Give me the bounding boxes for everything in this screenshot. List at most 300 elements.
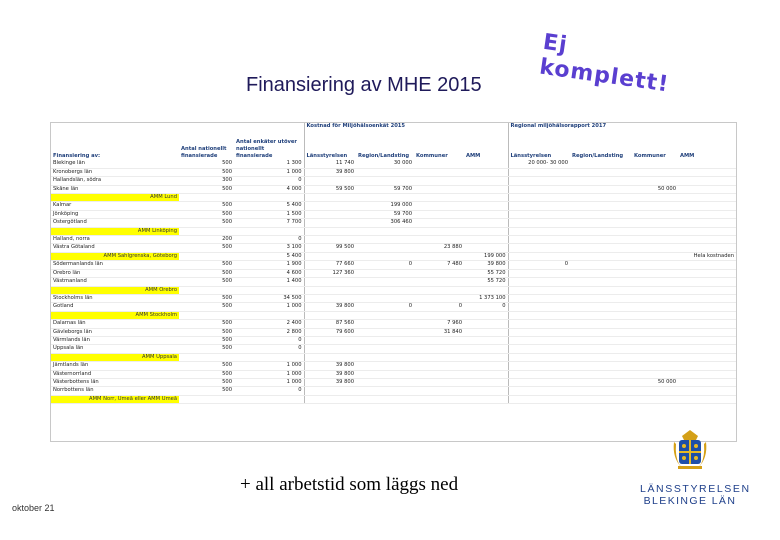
cell-c2 (356, 387, 414, 395)
cell-b: 2 800 (234, 328, 304, 336)
cell-c3 (414, 210, 464, 218)
cell-c4: 39 800 (464, 261, 508, 269)
agency-label: AMM Linköping (51, 227, 179, 235)
cell-a: 500 (179, 370, 234, 378)
table-row (51, 320, 736, 328)
financing-table (51, 123, 736, 404)
cell-r4 (678, 362, 736, 370)
cell-region-name: Västmanland (51, 278, 179, 286)
cell-r1 (508, 202, 570, 210)
cell-a: 500 (179, 168, 234, 176)
regional-kommuner-header: Kommuner (634, 153, 666, 159)
cell-r3 (632, 210, 678, 218)
cell-c2 (356, 236, 414, 244)
cell-r2 (570, 328, 632, 336)
table-row (51, 185, 736, 193)
table-row (51, 328, 736, 336)
cell-c4: 0 (464, 303, 508, 311)
header-blank (51, 123, 179, 130)
cell-c2: 306 460 (356, 219, 414, 227)
cell-empty (508, 252, 570, 260)
cell-empty (632, 311, 678, 319)
cell-c4 (464, 378, 508, 386)
cell-c3 (414, 387, 464, 395)
cell-r3 (632, 160, 678, 168)
cell-c4 (464, 219, 508, 227)
cell-empty (234, 353, 304, 361)
cell-empty (179, 395, 234, 403)
cell-r4 (678, 336, 736, 344)
cell-c3: 31 840 (414, 328, 464, 336)
cell-r4 (678, 345, 736, 353)
cell-c1 (304, 387, 356, 395)
cell-c3 (414, 202, 464, 210)
cell-c3: 7 480 (414, 261, 464, 269)
cell-empty (304, 311, 356, 319)
cell-c4 (464, 244, 508, 252)
cost-kommuner-header: Kommuner (416, 153, 448, 159)
cell-c4 (464, 202, 508, 210)
table-row (51, 378, 736, 386)
cell-empty (464, 311, 508, 319)
cell-c4 (464, 387, 508, 395)
cell-r1 (508, 387, 570, 395)
cell-c3 (414, 236, 464, 244)
cell-r2 (570, 294, 632, 302)
cell-empty (356, 252, 414, 260)
cell-r1 (508, 345, 570, 353)
cell-empty (234, 194, 304, 202)
cell-region-name: Stockholms län (51, 294, 179, 302)
cell-c2 (356, 345, 414, 353)
cell-r1 (508, 328, 570, 336)
cell-r1 (508, 278, 570, 286)
cell-c1 (304, 202, 356, 210)
cell-b: 34 500 (234, 294, 304, 302)
cell-c4 (464, 370, 508, 378)
financing-header: Finansiering av: (53, 153, 101, 159)
cell-r2 (570, 387, 632, 395)
cell-a: 500 (179, 345, 234, 353)
spreadsheet-image (50, 122, 737, 442)
cell-a: 500 (179, 244, 234, 252)
cell-r2 (570, 269, 632, 277)
cell-r1 (508, 269, 570, 277)
cell-c1: 39 800 (304, 378, 356, 386)
table-row (51, 168, 736, 176)
cell-c2: 30 000 (356, 160, 414, 168)
cell-c4 (464, 177, 508, 185)
cell-region-name: Halland, norra (51, 236, 179, 244)
cell-c3 (414, 345, 464, 353)
cell-r2 (570, 370, 632, 378)
cell-c1 (304, 294, 356, 302)
cell-r1 (508, 378, 570, 386)
table-row (51, 370, 736, 378)
cell-r2 (570, 261, 632, 269)
cell-r4 (678, 328, 736, 336)
cost-amm-header: AMM (464, 130, 508, 160)
cell-r3 (632, 177, 678, 185)
cell-empty (508, 227, 570, 235)
cell-r4 (678, 219, 736, 227)
cell-empty (570, 395, 632, 403)
cell-c3 (414, 336, 464, 344)
cell-a: 500 (179, 219, 234, 227)
cell-c1 (304, 219, 356, 227)
cell-b: 1 000 (234, 303, 304, 311)
cell-empty (179, 353, 234, 361)
cell-r4 (678, 261, 736, 269)
cell-empty (632, 227, 678, 235)
cell-r1 (508, 294, 570, 302)
cell-r4 (678, 160, 736, 168)
cell-empty (632, 395, 678, 403)
cell-r2 (570, 378, 632, 386)
cell-empty (678, 286, 736, 294)
cell-r2 (570, 219, 632, 227)
cell-empty (678, 227, 736, 235)
cell-c3 (414, 269, 464, 277)
cell-empty (414, 353, 464, 361)
table-row (51, 345, 736, 353)
cell-b: 1 500 (234, 210, 304, 218)
cell-c4 (464, 168, 508, 176)
cell-a: 500 (179, 320, 234, 328)
agency-label: AMM Uppsala (51, 353, 179, 361)
cell-r3 (632, 168, 678, 176)
cell-empty (179, 252, 234, 260)
cell-c4: 55 720 (464, 278, 508, 286)
cell-empty (508, 353, 570, 361)
cell-empty (414, 395, 464, 403)
cell-empty (356, 353, 414, 361)
cell-empty (464, 194, 508, 202)
cell-region-name: Östergötland (51, 219, 179, 227)
footer-note: + all arbetstid som läggs ned (240, 474, 459, 495)
extra-header: Antal enkäter utöver nationellt finansierade (234, 130, 304, 160)
cell-c1: 87 560 (304, 320, 356, 328)
cell-empty (304, 395, 356, 403)
cell-c1 (304, 345, 356, 353)
table-row (51, 219, 736, 227)
cell-c3 (414, 177, 464, 185)
cell-empty (632, 286, 678, 294)
cell-c2 (356, 370, 414, 378)
cell-c1 (304, 336, 356, 344)
cell-b: 3 100 (234, 244, 304, 252)
cell-r2 (570, 160, 632, 168)
agency-row (51, 252, 736, 260)
cell-r2 (570, 336, 632, 344)
cell-c1: 79 600 (304, 328, 356, 336)
cell-r4 (678, 320, 736, 328)
cell-c2 (356, 362, 414, 370)
cell-c2 (356, 336, 414, 344)
cell-r1: 0 (508, 261, 570, 269)
cell-empty (356, 194, 414, 202)
cell-b: 1 400 (234, 278, 304, 286)
cell-r3 (632, 345, 678, 353)
cell-empty (356, 311, 414, 319)
cell-c2: 199 000 (356, 202, 414, 210)
cell-c3 (414, 160, 464, 168)
cell-r2 (570, 168, 632, 176)
cell-region-name: Hallandslän, södra (51, 177, 179, 185)
cell-region-name: Västra Götaland (51, 244, 179, 252)
cell-r4 (678, 278, 736, 286)
cell-empty (179, 311, 234, 319)
cell-empty (678, 353, 736, 361)
cell-c2 (356, 269, 414, 277)
cell-c2 (356, 244, 414, 252)
cell-r2 (570, 244, 632, 252)
slide-date: oktober 21 (12, 503, 55, 513)
cell-empty (234, 227, 304, 235)
cell-empty (179, 194, 234, 202)
cell-c3 (414, 370, 464, 378)
agency-label: AMM Örebro (51, 286, 179, 294)
cell-empty (234, 286, 304, 294)
cell-empty (678, 311, 736, 319)
cell-c2 (356, 177, 414, 185)
cell-c2 (356, 320, 414, 328)
cell-r3 (632, 244, 678, 252)
cell-a: 500 (179, 378, 234, 386)
cell-c1: 39 800 (304, 168, 356, 176)
cell-empty (570, 311, 632, 319)
regional-amm-header: AMM (680, 153, 695, 159)
cell-r4 (678, 177, 736, 185)
cell-region-name: Gävleborgs län (51, 328, 179, 336)
cell-a: 500 (179, 362, 234, 370)
cell-c3 (414, 219, 464, 227)
cell-empty (464, 227, 508, 235)
cell-b: 1 000 (234, 378, 304, 386)
cell-region-name: Västernorrland (51, 370, 179, 378)
cell-c2 (356, 378, 414, 386)
cell-c1: 127 360 (304, 269, 356, 277)
cell-empty (632, 252, 678, 260)
cell-r3 (632, 370, 678, 378)
table-row (51, 177, 736, 185)
cell-empty (570, 227, 632, 235)
cell-r2 (570, 362, 632, 370)
cell-empty (678, 395, 736, 403)
cell-region-name: Blekinge län (51, 160, 179, 168)
agency-row (51, 395, 736, 403)
cell-c3 (414, 294, 464, 302)
cell-empty (508, 194, 570, 202)
table-row (51, 210, 736, 218)
cell-r4 (678, 387, 736, 395)
cell-r3 (632, 261, 678, 269)
cell-a: 300 (179, 177, 234, 185)
cell-empty (508, 395, 570, 403)
cell-b: 0 (234, 177, 304, 185)
cell-r2 (570, 210, 632, 218)
cell-c4 (464, 160, 508, 168)
cell-empty (570, 353, 632, 361)
agency-row (51, 311, 736, 319)
cell-r3 (632, 219, 678, 227)
lansstyrelsen-logo (640, 428, 751, 507)
cell-c2: 59 700 (356, 210, 414, 218)
cell-c3: 23 880 (414, 244, 464, 252)
cell-c1: 39 800 (304, 362, 356, 370)
cell-r3: 50 000 (632, 378, 678, 386)
cell-r3 (632, 294, 678, 302)
cell-c4: 1 373 100 (464, 294, 508, 302)
cell-r3 (632, 336, 678, 344)
cell-r3 (632, 328, 678, 336)
cell-region-name: Uppsala län (51, 345, 179, 353)
cell-b: 1 900 (234, 261, 304, 269)
cell-empty (356, 395, 414, 403)
cell-c1: 59 500 (304, 185, 356, 193)
agency-label: AMM Stockholm (51, 311, 179, 319)
logo-line2: BLEKINGE LÄN (643, 495, 737, 507)
agency-row (51, 286, 736, 294)
cell-a: 500 (179, 202, 234, 210)
cell-c4 (464, 362, 508, 370)
cell-c2: 0 (356, 261, 414, 269)
cell-empty (508, 311, 570, 319)
cell-r1 (508, 210, 570, 218)
table-row (51, 362, 736, 370)
cell-r1 (508, 168, 570, 176)
cell-r1 (508, 219, 570, 227)
cell-c1: 11 740 (304, 160, 356, 168)
cell-region-name: Västerbottens län (51, 378, 179, 386)
cell-b: 7 700 (234, 219, 304, 227)
cell-c3 (414, 378, 464, 386)
cell-c1: 39 800 (304, 370, 356, 378)
cell-r2 (570, 278, 632, 286)
cell-c4 (464, 336, 508, 344)
cell-b: 0 (234, 336, 304, 344)
cell-r4 (678, 236, 736, 244)
agency-label: AMM Sahlgrenska, Göteborg (51, 252, 179, 260)
cell-c3 (414, 168, 464, 176)
agency-row (51, 353, 736, 361)
agency-label: AMM Norr, Umeå eller AMM Umeå (51, 395, 179, 403)
cell-b: 4 000 (234, 185, 304, 193)
cell-c1 (304, 177, 356, 185)
cell-note: Hela kostnaden (678, 252, 736, 260)
cell-r4 (678, 378, 736, 386)
cell-b: 0 (234, 236, 304, 244)
cell-c4: 199 000 (464, 252, 508, 260)
agency-row (51, 227, 736, 235)
cell-b: 4 600 (234, 269, 304, 277)
cell-empty (414, 227, 464, 235)
table-row (51, 336, 736, 344)
cell-r1: 20 000- 30 000 (508, 160, 570, 168)
cell-r2 (570, 202, 632, 210)
cell-empty (632, 194, 678, 202)
cell-empty (570, 252, 632, 260)
cell-r3 (632, 236, 678, 244)
cell-r3 (632, 320, 678, 328)
cell-region-name: Kalmar (51, 202, 179, 210)
cell-c4 (464, 345, 508, 353)
coat-of-arms-icon (670, 428, 710, 474)
cell-r4 (678, 269, 736, 277)
cell-empty (304, 252, 356, 260)
cell-region-name: Norrbottens län (51, 387, 179, 395)
cell-c4 (464, 185, 508, 193)
cell-empty (464, 395, 508, 403)
cell-region-name: Jönköping (51, 210, 179, 218)
cell-c2 (356, 328, 414, 336)
cell-r2 (570, 236, 632, 244)
cell-empty (464, 353, 508, 361)
cell-c3 (414, 278, 464, 286)
cell-r2 (570, 303, 632, 311)
cell-region-name: Värmlands län (51, 336, 179, 344)
table-row (51, 244, 736, 252)
table-row (51, 269, 736, 277)
cell-region-name: Södermanlands län (51, 261, 179, 269)
cell-empty (179, 286, 234, 294)
cell-c2 (356, 168, 414, 176)
logo-line1: LÄNSSTYRELSEN (640, 483, 751, 495)
incomplete-stamp: Ej komplett! (537, 29, 671, 98)
cell-b: 2 400 (234, 320, 304, 328)
cell-a: 200 (179, 236, 234, 244)
cell-b: 0 (234, 387, 304, 395)
cell-a: 500 (179, 387, 234, 395)
cell-b: 1 000 (234, 370, 304, 378)
agency-label: AMM Lund (51, 194, 179, 202)
cell-r3 (632, 202, 678, 210)
cell-a: 500 (179, 261, 234, 269)
cell-r1 (508, 362, 570, 370)
cell-empty (632, 353, 678, 361)
cell-r1 (508, 244, 570, 252)
cell-c4: 55 720 (464, 269, 508, 277)
cell-empty (414, 286, 464, 294)
table-row (51, 236, 736, 244)
header-blank (234, 123, 304, 130)
cell-empty (414, 194, 464, 202)
cell-c4 (464, 320, 508, 328)
cell-c2 (356, 294, 414, 302)
header-blank (179, 123, 234, 130)
cell-region-name: Dalarnas län (51, 320, 179, 328)
cell-c3: 7 960 (414, 320, 464, 328)
cell-empty (464, 286, 508, 294)
cell-r1 (508, 303, 570, 311)
cell-c1 (304, 236, 356, 244)
cell-empty (234, 311, 304, 319)
table-row (51, 160, 736, 168)
cell-a: 500 (179, 269, 234, 277)
cell-r2 (570, 185, 632, 193)
cell-c3 (414, 185, 464, 193)
regional-group-header: Regional miljöhälsorapport 2017 (510, 123, 607, 129)
cell-r3 (632, 362, 678, 370)
cell-r3 (632, 303, 678, 311)
cell-r2 (570, 320, 632, 328)
cell-a: 500 (179, 303, 234, 311)
table-row (51, 387, 736, 395)
cost-lst-header: Länsstyrelsen (306, 153, 348, 159)
cell-r3 (632, 269, 678, 277)
cell-c2: 0 (356, 303, 414, 311)
cell-empty (356, 286, 414, 294)
